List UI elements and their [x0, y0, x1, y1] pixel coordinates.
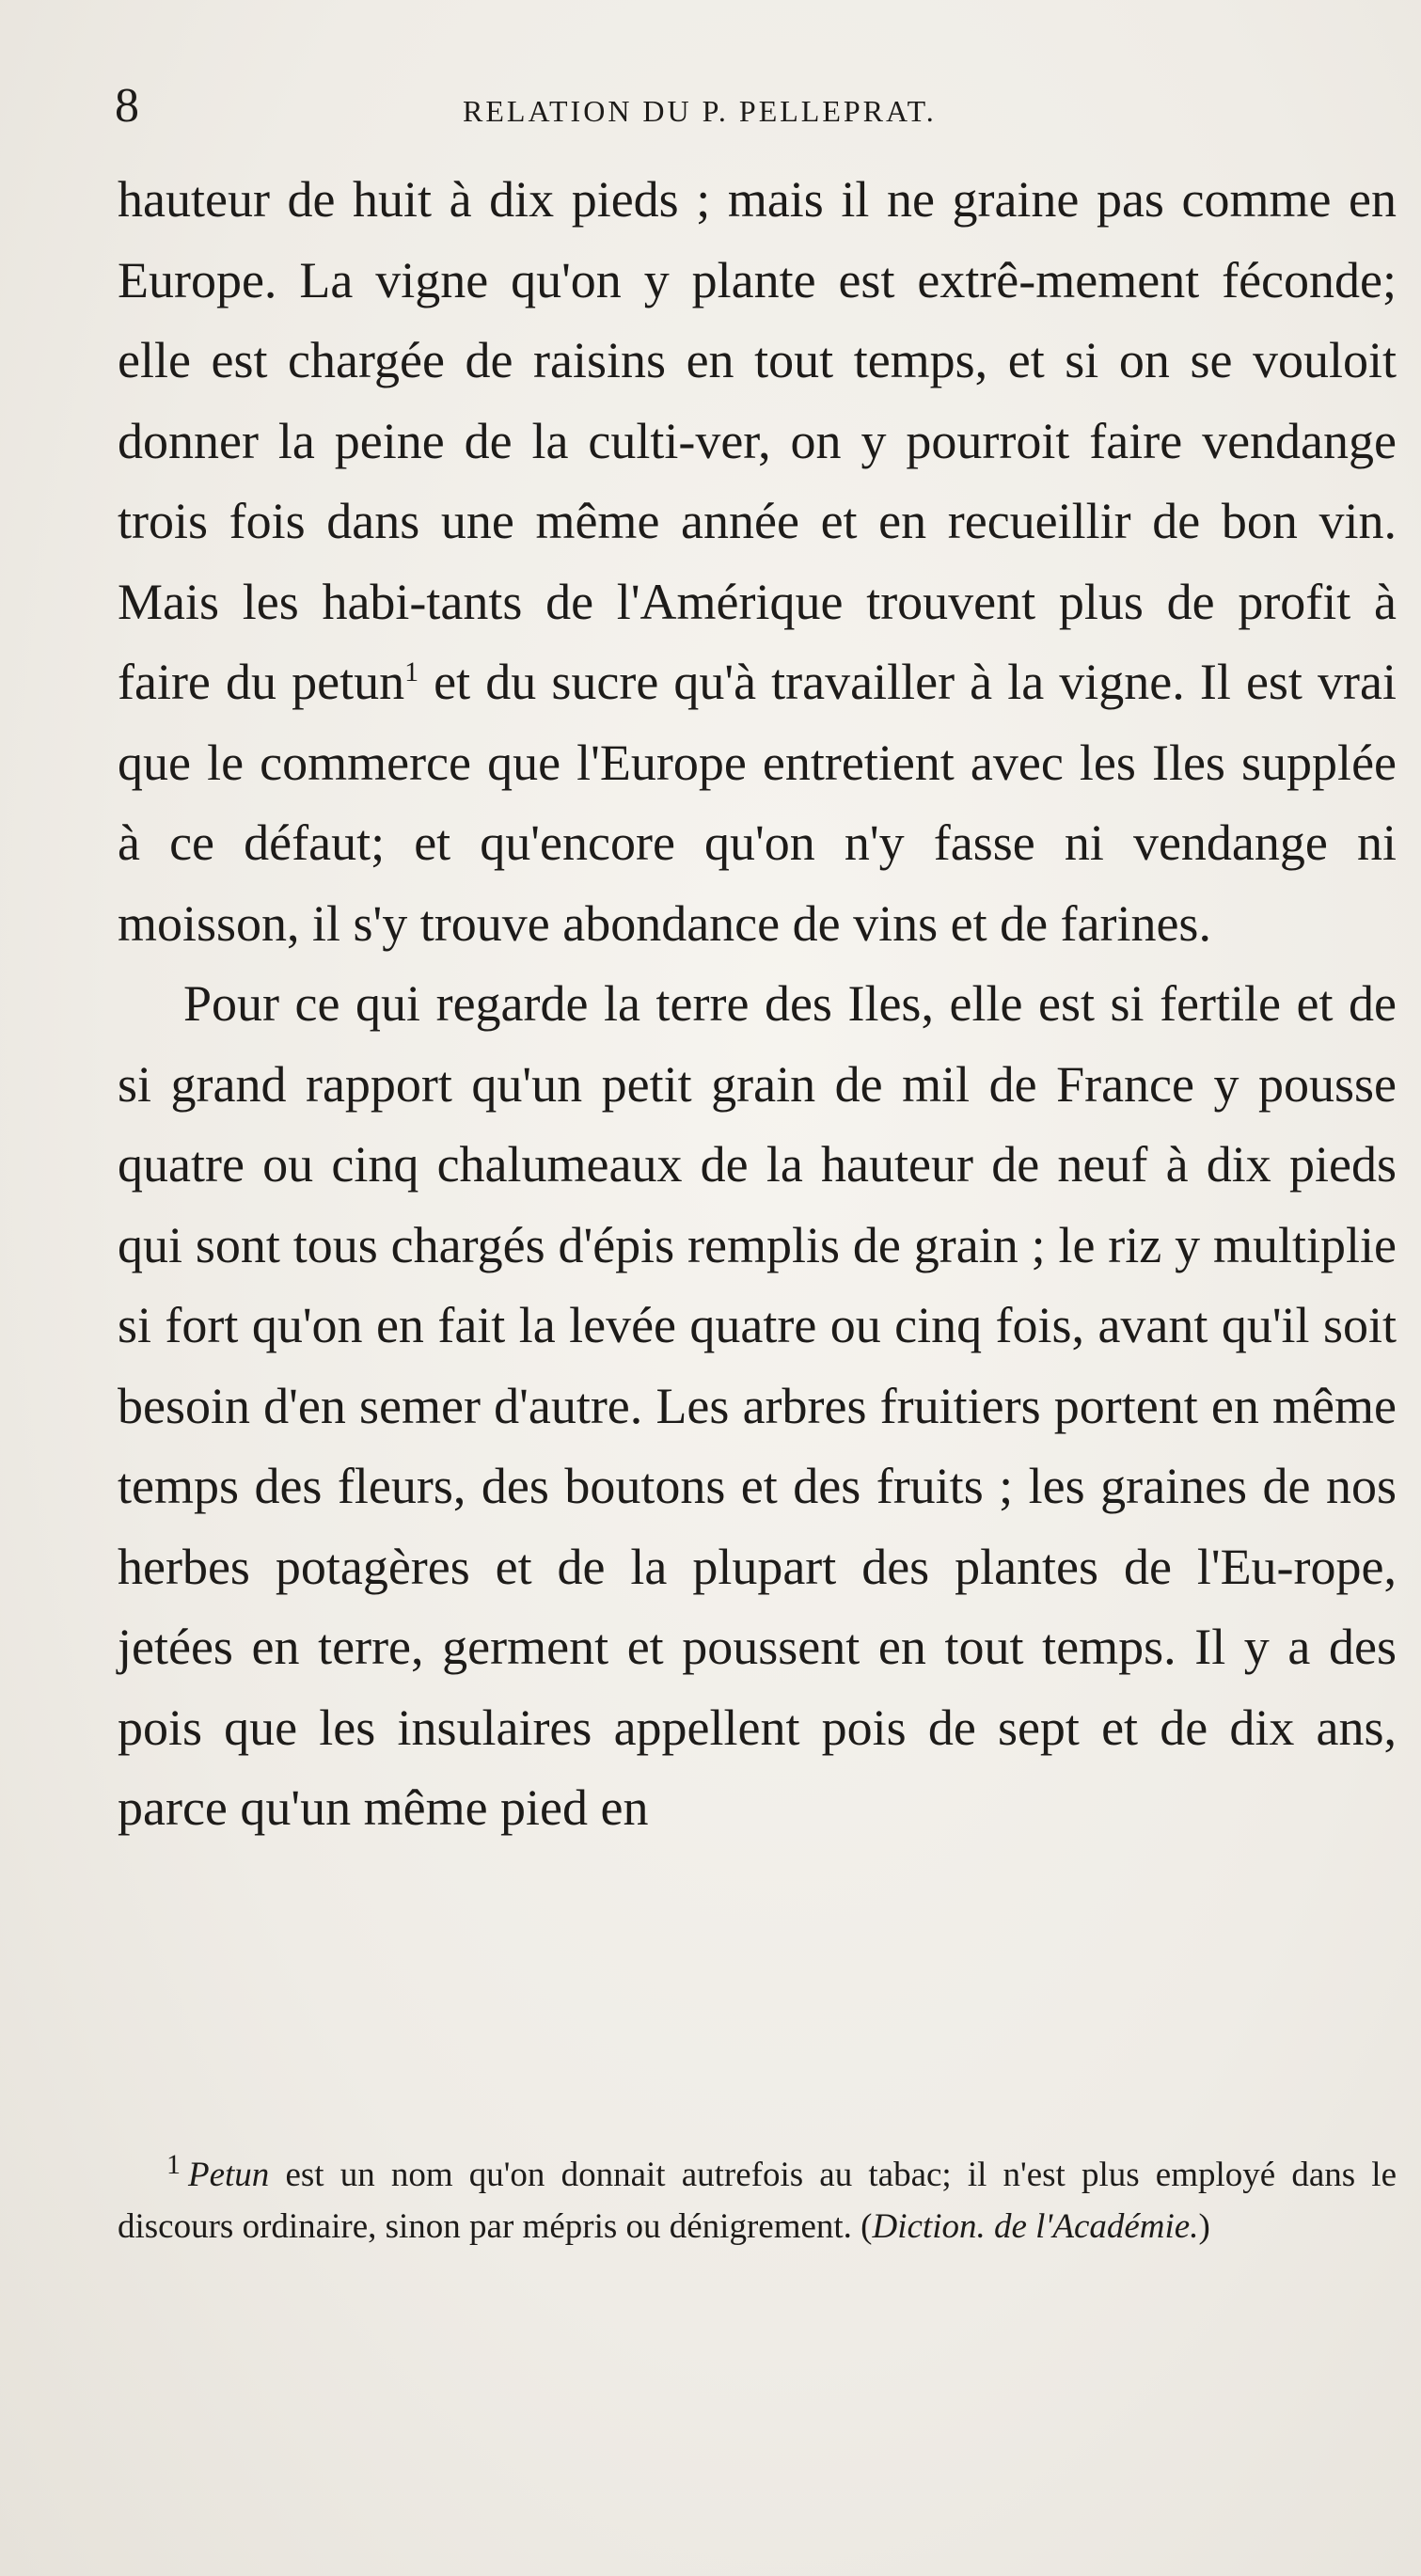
page-header — [115, 73, 1394, 139]
body-text — [118, 160, 1397, 1849]
footnote-number: 1 — [166, 2148, 181, 2180]
footnote-body: est un nom qu'on donnait autrefois au tabac; il n'est plus employé dans le discours ordinaire, sinon par mépris ou dénigrement. ( — [118, 2156, 1397, 2246]
paragraph-1-text-a: hauteur de huit à dix pieds ; mais il ne graine pas comme en Europe. La vigne qu'on y plante est extrê-mement féconde; elle est chargée de raisins en tout temps, et si on se vouloit donner la peine de la culti-ver, on y pourroit faire vendange trois fois dans une même année et en recueillir de bon vin. Mais les habi-tants de l'Amérique trouvent plus de profit à faire du petun — [118, 171, 1397, 710]
footnote-source: Diction. de l'Académie. — [872, 2207, 1199, 2246]
footnote-reference: 1 — [404, 656, 419, 687]
paragraph-continued — [118, 160, 1397, 964]
running-title: RELATION DU P. PELLEPRAT. — [463, 94, 937, 128]
page-number: 8 — [115, 79, 140, 133]
footnote-close: ) — [1198, 2207, 1210, 2246]
footnote — [118, 2149, 1397, 2252]
footnote-text — [118, 2149, 1397, 2252]
paragraph-1-text-b: et du sucre qu'à travailler à la vigne. Il est vrai que le commerce que l'Europe entretient avec les Iles supplée à ce défaut; et qu'encore qu'on n'y fasse ni vendange ni moisson, il s'y trouve abondance de vins et de farines. — [118, 654, 1397, 952]
paragraph: Pour ce qui regarde la terre des Iles, elle est si fertile et de si grand rapport qu'un petit grain de mil de France y pousse quatre ou cinq chalumeaux de la hauteur de neuf à dix pieds qui sont tous chargés d'épis remplis de grain ; le riz y multiplie si fort qu'on en fait la levée quatre ou cinq fois, avant qu'il soit besoin d'en semer d'autre. Les arbres fruitiers portent en même temps des fleurs, des boutons et des fruits ; les graines de nos herbes potagères et de la plupart des plantes de l'Eu-rope, jetées en terre, germent et poussent en tout temps. Il y a des pois que les insulaires appellent pois de sept et de dix ans, parce qu'un même pied en — [118, 975, 1397, 1836]
footnote-term: Petun — [188, 2156, 270, 2194]
